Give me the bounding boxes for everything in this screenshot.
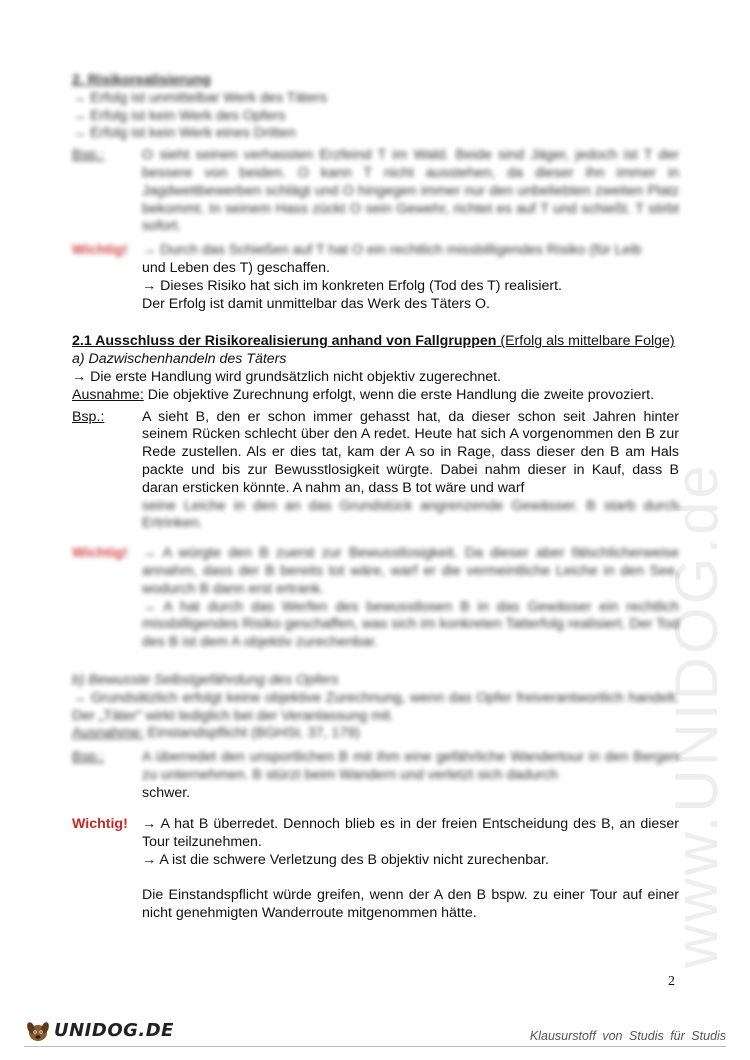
important-line: → Dieses Risiko hat sich im konkreten Erfolg (Tod des T) realisiert.	[142, 277, 562, 294]
footer-slogan: Klausurstoff von Studis für Studis	[529, 1029, 726, 1043]
page-number: 2	[668, 974, 675, 989]
watermark: www.UNIDOG.de	[663, 462, 730, 968]
example-text	[142, 409, 679, 534]
important-text	[142, 816, 679, 922]
section-heading: 2. Risikorealisierung	[72, 72, 211, 88]
rule-line: → Grundsätzlich erfolgt keine objektive Zurechnung, wenn das Opfer freiverantwortlich handelt. Der „Täter" wirkt lediglich bei der Veranlassung mit.	[72, 689, 679, 724]
example-label: Bsp.:	[72, 749, 105, 766]
important-label: Wichtig!	[72, 545, 128, 562]
document-page	[72, 72, 679, 922]
important-line: → A hat B überredet. Dennoch blieb es in der freien Entscheidung des B, an dieser Tour teilzunehmen.	[142, 816, 679, 851]
exception-label: Ausnahme:	[72, 725, 144, 742]
bullet-line: → Erfolg ist unmittelbar Werk des Täters	[72, 89, 327, 106]
bullet-line: → Erfolg ist kein Werk des Opfers	[72, 107, 286, 124]
example-text-blurred: seine Leiche in den an das Grundstück angrenzende Gewässer. B starb durch Ertrinken.	[142, 497, 679, 532]
example-text	[142, 749, 679, 802]
important-line: Die Einstandspflicht würde greifen, wenn der A den B bspw. zu einer Tour auf einer nicht genehmigten Wanderroute mitgenommen hätte.	[142, 886, 679, 921]
dog-icon	[22, 1016, 52, 1046]
important-text	[142, 242, 679, 313]
section-heading-rest: (Erfolg als mittelbare Folge)	[496, 333, 675, 350]
example-label: Bsp.:	[72, 147, 105, 164]
subheading-b: b) Bewusste Selbstgefährdung des Opfers	[72, 671, 339, 688]
exception-line	[72, 387, 679, 405]
important-block	[72, 816, 679, 922]
example-block	[72, 749, 679, 802]
bullet-line: → Erfolg ist kein Werk eines Dritten	[72, 125, 296, 142]
logo	[22, 1014, 174, 1048]
important-line: und Leben des T) geschaffen.	[142, 259, 330, 276]
example-label: Bsp.:	[72, 408, 105, 425]
important-label: Wichtig!	[72, 242, 128, 259]
example-block	[72, 409, 679, 534]
example-text-visible: A sieht B, den er schon immer gehasst hat, da dieser schon seit Jahren hinter seinem Rücken schlecht über den A redet. Heute hat sich A vorgenommen den B zur Rede zustellen. Als er dies tat, kam der A so in Rage, dass dieser den B am Hals packte und bis zur Bewusstlosigkeit würgte. Dabei nahm dieser in Kauf, dass B daran ersticken könnte. A nahm an, dass B tot wäre und warf	[142, 408, 679, 496]
example-text-visible: schwer.	[142, 784, 191, 801]
important-block	[72, 545, 679, 652]
exception-line	[72, 725, 679, 743]
section-heading-2-1	[72, 333, 679, 351]
example-block	[72, 147, 679, 236]
exception-text: Die objektive Zurechnung erfolgt, wenn die erste Handlung die zweite provoziert.	[143, 386, 655, 403]
section-heading-bold: 2.1 Ausschluss der Risikorealisierung anhand von Fallgruppen	[72, 333, 497, 350]
important-line: → A ist die schwere Verletzung des B objektiv nicht zurechenbar.	[142, 852, 549, 869]
example-text: O sieht seinen verhassten Erzfeind T im Wald. Beide sind Jäger, jedoch ist T der bessere von beiden. O kann T nicht ausstehen, da dieser ihn immer in Jagdwettbewerben schlägt und O hingegen immer nur den unbeliebten zweiten Platz bekommt. In seinem Hass zückt O sein Gewehr, richtet es auf T und schießt. T stirbt sofort.	[142, 147, 679, 235]
important-line-blurred: → Durch das Schießen auf T hat O ein rechtlich missbilligendes Risiko (für Leib	[142, 242, 642, 259]
subheading-a: a) Dazwischenhandeln des Täters	[72, 351, 287, 368]
exception-label: Ausnahme:	[72, 386, 144, 403]
footer-divider	[24, 1046, 726, 1047]
important-block-blurred	[72, 545, 679, 743]
section-risikorealisierung-blurred	[72, 72, 679, 236]
important-line: → A würgte den B zuerst zur Bewusstlosigkeit. Da dieser aber fälschlicherweise annahm, dass der B bereits tot wäre, warf er die vermeintliche Leiche in den See, wodurch B dann erst ertrank.	[142, 545, 679, 597]
important-block	[72, 242, 679, 313]
important-label: Wichtig!	[72, 816, 128, 833]
important-line: → A hat durch das Werfen des bewusstlosen B in das Gewässer ein rechtlich missbilligendes Risiko geschaffen, was sich im konkreten Tatterfolg realisiert. Der Tod des B ist dem A objektiv zurechenbar.	[142, 598, 679, 651]
important-text	[142, 545, 679, 652]
logo-text: UNIDOG.DE	[54, 1020, 174, 1042]
important-line: Der Erfolg ist damit unmittelbar das Werk des Täters O.	[142, 295, 490, 312]
rule-line: → Die erste Handlung wird grundsätzlich nicht objektiv zugerechnet.	[72, 368, 501, 385]
exception-text: Einstandspflicht (BGHSt. 37, 179)	[143, 725, 360, 742]
example-text-blurred: A überredet den unsportlichen B mit ihm eine gefährliche Wandertour in den Bergen zu unternehmen. B stürzt beim Wandern und verletzt sich dadurch	[142, 749, 679, 783]
